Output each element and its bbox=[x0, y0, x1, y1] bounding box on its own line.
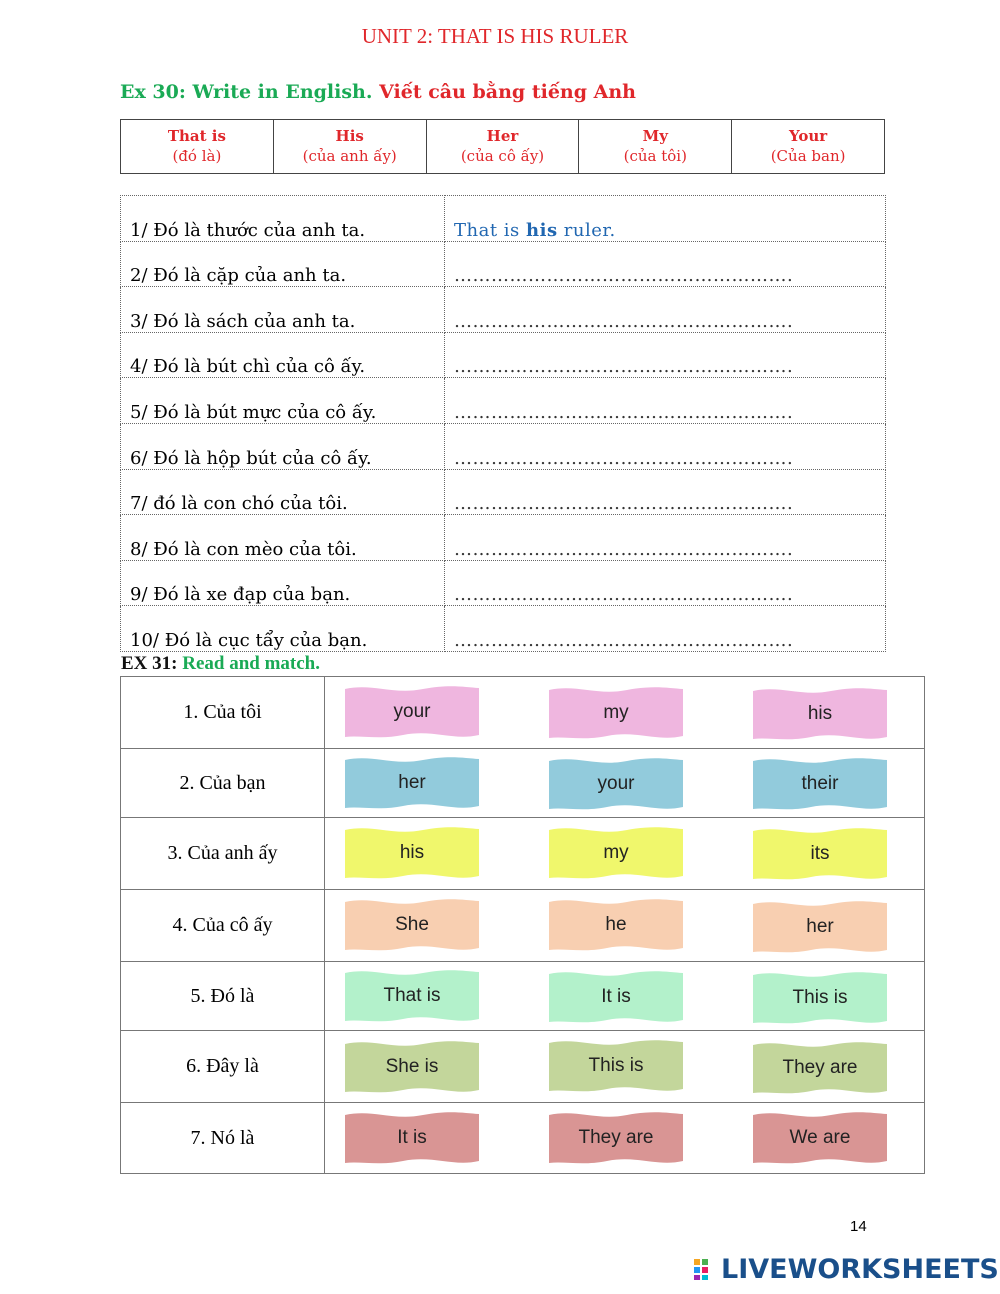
vocab-meaning: (đó là) bbox=[172, 147, 222, 165]
sentence-vietnamese: 10/ Đó là cục tẩy của bạn. bbox=[121, 606, 445, 652]
vocab-cell bbox=[426, 120, 579, 174]
match-option-card[interactable] bbox=[343, 896, 481, 954]
sentence-vietnamese: 2/ Đó là cặp của anh ta. bbox=[121, 241, 445, 287]
match-option-label: their bbox=[801, 772, 839, 794]
sentence-vietnamese: 9/ Đó là xe đạp của bạn. bbox=[121, 560, 445, 606]
match-option-card[interactable] bbox=[547, 896, 685, 954]
ex30-heading-vi: Viết câu bằng tiếng Anh bbox=[379, 81, 636, 103]
vocab-cell bbox=[579, 120, 732, 174]
match-option-label: its bbox=[810, 843, 830, 864]
vocab-word: His bbox=[335, 127, 364, 145]
match-prompt: 7. Nó là bbox=[121, 1103, 325, 1174]
match-option-card[interactable] bbox=[751, 898, 889, 956]
match-row bbox=[121, 1031, 925, 1103]
match-prompt: 6. Đây là bbox=[121, 1031, 325, 1103]
vocab-word: Your bbox=[788, 127, 828, 145]
match-options bbox=[325, 1103, 925, 1174]
match-option-label: They are bbox=[578, 1126, 654, 1148]
sentence-vietnamese: 8/ Đó là con mèo của tôi. bbox=[121, 515, 445, 561]
match-option-card[interactable] bbox=[343, 824, 481, 882]
sentence-vietnamese: 1/ Đó là thước của anh ta. bbox=[121, 196, 445, 242]
match-options bbox=[325, 818, 925, 890]
example-answer bbox=[445, 196, 886, 242]
match-option-label: my bbox=[603, 702, 629, 723]
match-row bbox=[121, 962, 925, 1031]
match-option-card[interactable] bbox=[751, 969, 889, 1027]
match-option-label: her bbox=[398, 771, 426, 793]
sentence-row bbox=[121, 606, 886, 652]
ex31-heading-title: Read and match. bbox=[182, 653, 320, 674]
answer-blank[interactable]: ………………………………………………. bbox=[445, 287, 886, 333]
match-row bbox=[121, 677, 925, 749]
vocab-meaning: (của anh ấy) bbox=[302, 147, 397, 165]
match-option-card[interactable] bbox=[343, 1038, 481, 1096]
answer-blank[interactable]: ………………………………………………. bbox=[445, 606, 886, 652]
unit-title: UNIT 2: THAT IS HIS RULER bbox=[361, 24, 629, 48]
sentence-vietnamese: 4/ Đó là bút chì của cô ấy. bbox=[121, 332, 445, 378]
example-answer-bold: his bbox=[526, 219, 558, 241]
sentence-row bbox=[121, 332, 886, 378]
match-prompt: 1. Của tôi bbox=[121, 677, 325, 749]
sentence-vietnamese: 5/ Đó là bút mực của cô ấy. bbox=[121, 378, 445, 424]
answer-blank[interactable]: ………………………………………………. bbox=[445, 515, 886, 561]
sentence-row bbox=[121, 378, 886, 424]
match-option-label: his bbox=[807, 703, 833, 724]
match-option-card[interactable] bbox=[547, 755, 685, 813]
match-option-label: That is bbox=[383, 984, 441, 1006]
match-option-card[interactable] bbox=[751, 755, 889, 813]
match-option-card[interactable] bbox=[343, 1109, 481, 1167]
ex30-heading bbox=[120, 81, 636, 103]
example-answer-pre: That is bbox=[454, 219, 527, 241]
answer-blank[interactable]: ………………………………………………. bbox=[445, 469, 886, 515]
match-option-label: It is bbox=[601, 985, 631, 1007]
vocab-table bbox=[120, 119, 885, 174]
match-option-card[interactable] bbox=[547, 1109, 685, 1167]
match-option-card[interactable] bbox=[547, 1037, 685, 1095]
vocab-meaning: (của cô ấy) bbox=[460, 147, 545, 165]
vocab-word: My bbox=[642, 127, 668, 145]
match-prompt: 2. Của bạn bbox=[121, 749, 325, 818]
match-option-card[interactable] bbox=[343, 754, 481, 812]
liveworksheets-logo bbox=[693, 1252, 999, 1286]
match-prompt: 5. Đó là bbox=[121, 962, 325, 1031]
match-option-card[interactable] bbox=[547, 968, 685, 1026]
ex31-heading-number: EX 31: bbox=[121, 653, 178, 674]
sentence-row bbox=[121, 196, 886, 242]
match-option-card[interactable] bbox=[547, 684, 685, 742]
match-options bbox=[325, 749, 925, 818]
match-option-label: They are bbox=[782, 1057, 858, 1078]
match-options bbox=[325, 890, 925, 962]
match-option-label: We are bbox=[789, 1126, 851, 1148]
page-number: 14 bbox=[850, 1218, 867, 1235]
vocab-meaning: (Của ban) bbox=[770, 147, 846, 165]
sentence-row bbox=[121, 241, 886, 287]
match-row bbox=[121, 1103, 925, 1174]
match-option-card[interactable] bbox=[343, 683, 481, 741]
logo-text: LIVEWORKSHEETS bbox=[721, 1253, 999, 1285]
match-option-card[interactable] bbox=[751, 825, 889, 883]
match-options bbox=[325, 677, 925, 749]
match-prompt: 3. Của anh ấy bbox=[121, 818, 325, 890]
match-option-label: her bbox=[806, 916, 834, 937]
ex31-heading bbox=[121, 653, 320, 675]
match-option-label: my bbox=[603, 842, 629, 863]
logo-icon bbox=[693, 1257, 717, 1281]
example-answer-post: ruler. bbox=[557, 219, 616, 241]
match-row bbox=[121, 818, 925, 890]
answer-blank[interactable]: ………………………………………………. bbox=[445, 378, 886, 424]
match-option-label: She bbox=[395, 914, 429, 935]
sentence-vietnamese: 6/ Đó là hộp bút của cô ấy. bbox=[121, 423, 445, 469]
match-option-card[interactable] bbox=[343, 967, 481, 1025]
sentence-row bbox=[121, 287, 886, 333]
match-row bbox=[121, 749, 925, 818]
sentence-row bbox=[121, 469, 886, 515]
vocab-cell bbox=[732, 120, 885, 174]
match-option-label: This is bbox=[792, 986, 848, 1008]
match-option-card[interactable] bbox=[547, 824, 685, 882]
match-option-label: he bbox=[605, 914, 627, 935]
match-options bbox=[325, 962, 925, 1031]
match-option-label: his bbox=[399, 842, 425, 863]
match-options bbox=[325, 1031, 925, 1103]
sentence-row bbox=[121, 423, 886, 469]
vocab-cell bbox=[121, 120, 274, 174]
answer-blank[interactable]: ………………………………………………. bbox=[445, 560, 886, 606]
answer-blank[interactable]: ………………………………………………. bbox=[445, 423, 886, 469]
sentence-vietnamese: 3/ Đó là sách của anh ta. bbox=[121, 287, 445, 333]
match-option-label: your bbox=[597, 772, 635, 794]
vocab-word: Her bbox=[486, 127, 519, 145]
vocab-word: That is bbox=[167, 127, 226, 145]
match-option-card[interactable] bbox=[751, 1039, 889, 1097]
match-option-card[interactable] bbox=[751, 1109, 889, 1167]
sentence-row bbox=[121, 515, 886, 561]
answer-blank[interactable]: ………………………………………………. bbox=[445, 241, 886, 287]
match-table bbox=[120, 676, 925, 1174]
vocab-meaning: (của tôi) bbox=[623, 147, 687, 165]
match-option-card[interactable] bbox=[751, 685, 889, 743]
answer-blank[interactable]: ………………………………………………. bbox=[445, 332, 886, 378]
vocab-cell bbox=[273, 120, 426, 174]
match-option-label: She is bbox=[385, 1056, 439, 1077]
sentences-table bbox=[120, 195, 886, 652]
sentence-vietnamese: 7/ đó là con chó của tôi. bbox=[121, 469, 445, 515]
match-option-label: your bbox=[393, 701, 431, 722]
match-prompt: 4. Của cô ấy bbox=[121, 890, 325, 962]
match-row bbox=[121, 890, 925, 962]
match-option-label: This is bbox=[588, 1055, 644, 1076]
ex30-heading-en: Ex 30: Write in English. bbox=[120, 81, 373, 103]
sentence-row bbox=[121, 560, 886, 606]
match-option-label: It is bbox=[397, 1126, 427, 1148]
